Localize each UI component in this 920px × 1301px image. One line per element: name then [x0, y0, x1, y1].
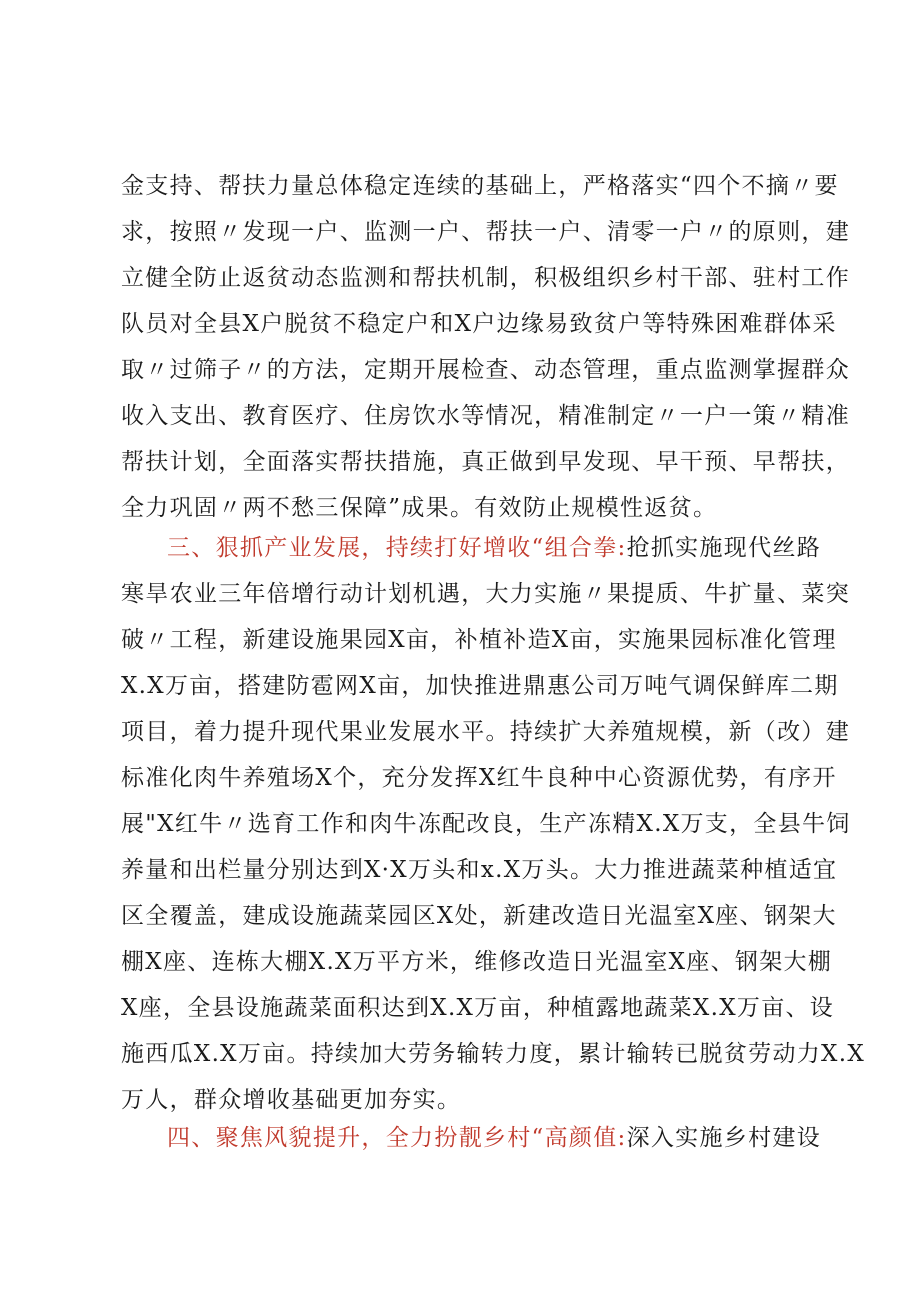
paragraph-poverty-monitoring — [121, 163, 850, 531]
paragraph-line: 区全覆盖，建成设施蔬菜园区X处，新建改造日光温室X座、钢架大 — [121, 903, 837, 929]
paragraph-line: 取〃过筛子〃的方法，定期开展检查、动态管理，重点监测掌握群众 — [121, 357, 850, 383]
paragraph-line: 帮扶计划，全面落实帮扶措施，真正做到早发现、早干预、早帮扶， — [121, 449, 850, 475]
paragraph-first-line — [121, 525, 821, 571]
paragraph-line: 求，按照〃发现一户、监测一户、帮扶一户、清零一户〃的原则，建 — [121, 219, 850, 245]
paragraph-line: 万人，群众增收基础更加夯实。 — [121, 1087, 462, 1113]
paragraph-line: 金支持、帮扶力量总体稳定连续的基础上，严格落实“四个不摘〃要 — [121, 173, 839, 199]
section-heading-four: 四、聚焦风貌提升，全力扮靓乡村“高颜值: — [167, 1125, 627, 1151]
paragraph-industry-development — [121, 525, 866, 1123]
paragraph-line: 展"X红牛〃选育工作和肉牛冻配改良，生产冻精X.X万支，全县牛饲 — [121, 811, 851, 837]
paragraph-line: X座，全县设施蔬菜面积达到X.X万亩，种植露地蔬菜X.X万亩、设 — [121, 995, 835, 1021]
paragraph-line: X.X万亩，搭建防雹网X亩，加快推进鼎惠公司万吨气调保鲜库二期 — [121, 673, 839, 699]
paragraph-line: 寒旱农业三年倍增行动计划机遇，大力实施〃果提质、牛扩量、菜突 — [121, 581, 850, 607]
paragraph-line: 立健全防止返贫动态监测和帮扶机制，积极组织乡村干部、驻村工作 — [121, 265, 850, 291]
paragraph-rural-appearance — [121, 1115, 821, 1161]
paragraph-line: 全力巩固〃两不愁三保障”成果。有效防止规模性返贫。 — [121, 495, 718, 521]
paragraph-line: 项目，着力提升现代果业发展水平。持续扩大养殖规模，新（改）建 — [121, 719, 850, 745]
paragraph-line: 标准化肉牛养殖场X个，充分发挥X红牛良种中心资源优势，有序开 — [121, 765, 837, 791]
paragraph-line: 施西瓜X.X万亩。持续加大劳务输转力度，累计输转已脱贫劳动力X.X — [121, 1041, 866, 1067]
paragraph-first-line — [121, 1115, 821, 1161]
paragraph-line-rest: 抢抓实施现代丝路 — [626, 535, 822, 561]
paragraph-line: 队员对全县X户脱贫不稳定户和X户边缘易致贫户等特殊困难群体采 — [121, 311, 837, 337]
paragraph-line: 棚X座、连栋大棚X.X万平方米，维修改造日光温室X座、钢架大棚 — [121, 949, 833, 975]
paragraph-line: 收入支出、教育医疗、住房饮水等情况，精准制定〃一户一策〃精准 — [121, 403, 850, 429]
section-heading-three: 三、狠抓产业发展，持续打好增收“组合拳: — [167, 535, 627, 561]
paragraph-line-rest: 深入实施乡村建设 — [626, 1125, 822, 1151]
paragraph-line: 养量和出栏量分别达到X·X万头和x.X万头。大力推进蔬菜种植适宜 — [121, 857, 838, 883]
paragraph-line: 破〃工程，新建设施果园X亩，补植补造X亩，实施果园标准化管理 — [121, 627, 837, 653]
